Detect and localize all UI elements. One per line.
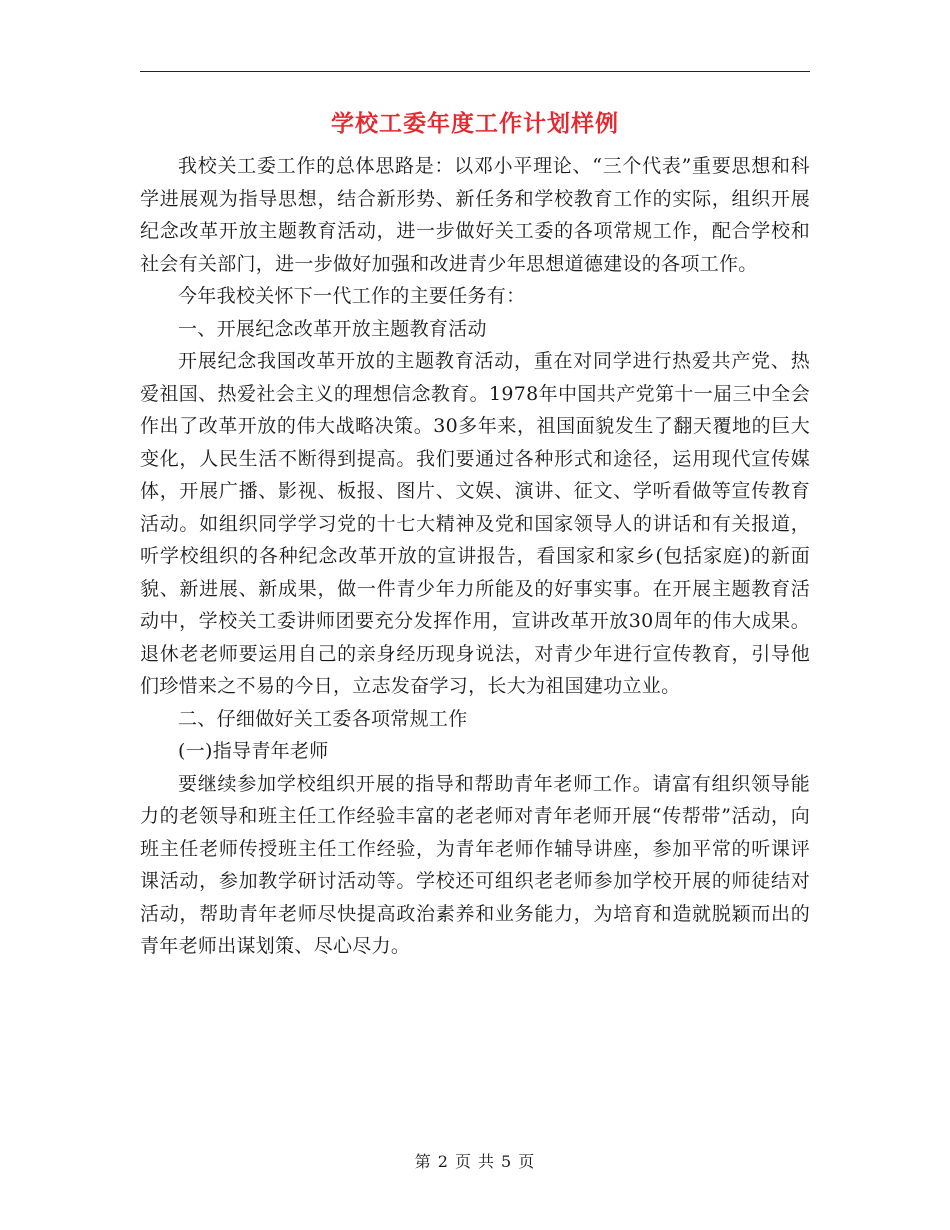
paragraph-subsection-1: 要继续参加学校组织开展的指导和帮助青年老师工作。请富有组织领导能力的老领导和班主任工作经验丰富的老老师对青年老师开展“传帮带”活动，向班主任老师传授班主任工作经验，为青年老师作辅导讲座，参加平常的听课评课活动，参加教学研讨活动等。学校还可组织老老师参加学校开展的师徒结对活动，帮助青年老师尽快提高政治素养和业务能力，为培育和造就脱颖而出的青年老师出谋划策、尽心尽力。: [140, 772, 810, 957]
document-body: [140, 150, 810, 963]
document-title: 学校工委年度工作计划样例: [331, 111, 619, 137]
paragraph-intro: 我校关工委工作的总体思路是：以邓小平理论、“三个代表”重要思想和科学进展观为指导思想，结合新形势、新任务和学校教育工作的实际，组织开展纪念改革开放主题教育活动，进一步做好关工委的各项常规工作，配合学校和社会有关部门，进一步做好加强和改进青少年思想道德建设的各项工作。: [140, 155, 810, 275]
header-rule: [140, 71, 810, 72]
page-footer: [0, 1151, 950, 1173]
section-heading-2: 二、仔细做好关工委各项常规工作: [178, 707, 468, 730]
section-heading-1: 一、开展纪念改革开放主题教育活动: [178, 317, 487, 340]
paragraph-tasks-lead: 今年我校关怀下一代工作的主要任务有：: [178, 285, 526, 307]
footer-suffix: 页: [518, 1152, 536, 1171]
footer-mid: 页 共: [454, 1152, 496, 1171]
footer-prefix: 第: [414, 1152, 432, 1171]
page-total: 5: [501, 1152, 513, 1171]
subsection-heading-1: (一)指导青年老师: [178, 740, 329, 762]
page-number: 2: [437, 1152, 449, 1171]
paragraph-section-1: 开展纪念我国改革开放的主题教育活动，重在对同学进行热爱共产党、热爱祖国、热爱社会主义的理想信念教育。1978年中国共产党第十一届三中全会作出了改革开放的伟大战略决策。30多年来，祖国面貌发生了翻天覆地的巨大变化，人民生活不断得到提高。我们要通过各种形式和途径，运用现代宣传媒体，开展广播、影视、板报、图片、文娱、演讲、征文、学听看做等宣传教育活动。如组织同学学习党的十七大精神及党和国家领导人的讲话和有关报道，听学校组织的各种纪念改革开放的宣讲报告，看国家和家乡(包括家庭)的新面貌、新进展、新成果，做一件青少年力所能及的好事实事。在开展主题教育活动中，学校关工委讲师团要充分发挥作用，宣讲改革开放30周年的伟大成果。退休老老师要运用自己的亲身经历现身说法，对青少年进行宣传教育，引导他们珍惜来之不易的今日，立志发奋学习，长大为祖国建功立业。: [140, 350, 810, 697]
